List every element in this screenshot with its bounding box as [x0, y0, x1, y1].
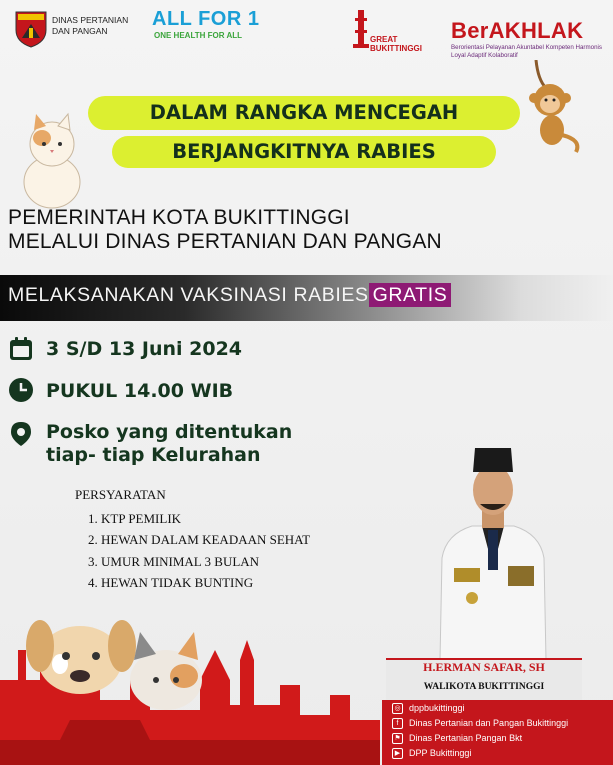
dinas-label: DINAS PERTANIAN DAN PANGAN: [52, 15, 129, 36]
gratis-badge: GRATIS: [369, 283, 452, 307]
event-date: 3 S/D 13 Juni 2024: [46, 338, 243, 360]
event-place-line2: tiap- tiap Kelurahan: [46, 444, 261, 466]
organizer-line1: PEMERINTAH KOTA BUKITTINGGI: [8, 206, 350, 229]
announcement-main: MELAKSANAKAN VAKSINASI RABIES: [8, 284, 369, 306]
location-pin-icon: [8, 421, 34, 447]
flag-icon: ⚑: [392, 733, 403, 744]
social-instagram[interactable]: [392, 703, 465, 714]
youtube-icon: ▶: [392, 748, 403, 759]
cat-illustration-icon: [12, 110, 90, 210]
social-instagram-text: dppbukittinggi: [409, 703, 465, 713]
calendar-icon: [8, 336, 34, 362]
organizer-line2: MELALUI DINAS PERTANIAN DAN PANGAN: [8, 230, 442, 253]
city-skyline-illustration: [0, 620, 380, 765]
requirement-item: 1. KTP PEMILIK: [88, 511, 182, 526]
requirement-item: 3. UMUR MINIMAL 3 BULAN: [88, 554, 260, 569]
social-youtube-text: DPP Bukittinggi: [409, 748, 472, 758]
clock-tower-icon: [352, 8, 370, 50]
organizer-text: [8, 206, 442, 254]
social-facebook-text: Dinas Pertanian dan Pangan Bukittinggi: [409, 718, 569, 728]
requirements-heading: PERSYARATAN: [75, 487, 166, 502]
berakhlak-subtitle: Berorientasi Pelayanan Akuntabel Kompeten Harmonis Loyal Adaptif Kolaboratif: [451, 44, 602, 59]
headline-banner-line2: BERJANGKITNYA RABIES: [112, 136, 496, 168]
headline-banner-line1: DALAM RANGKA MENCEGAH: [88, 96, 520, 130]
requirement-item: 2. HEWAN DALAM KEADAAN SEHAT: [88, 532, 311, 547]
great-bukittinggi-logo: GREAT BUKITTINGGI: [370, 35, 422, 53]
event-place-line1: Posko yang ditentukan: [46, 421, 293, 443]
event-time: PUKUL 14.00 WIB: [46, 380, 234, 402]
mayor-name: H.ERMAN SAFAR, SH: [423, 660, 545, 674]
mayor-title: WALIKOTA BUKITTINGGI: [423, 682, 545, 692]
social-flag[interactable]: [392, 733, 522, 744]
social-facebook[interactable]: [392, 718, 568, 729]
social-youtube[interactable]: [392, 748, 471, 759]
clock-icon: [8, 377, 34, 403]
announcement-text: [8, 284, 451, 307]
bukittinggi-shield-icon: [14, 10, 48, 48]
berakhlak-logo: BerAKHLAK: [451, 18, 584, 43]
facebook-icon: f: [392, 718, 403, 729]
social-flag-text: Dinas Pertanian Pangan Bkt: [409, 733, 523, 743]
monkey-illustration-icon: [516, 60, 588, 155]
requirement-item: 4. HEWAN TIDAK BUNTING: [88, 575, 254, 590]
one-health-tagline: ONE HEALTH FOR ALL: [154, 31, 242, 40]
all-for-1-logo: ALL FOR 1: [152, 8, 260, 30]
mayor-photo: [432, 438, 554, 660]
instagram-icon: ◎: [392, 703, 403, 714]
